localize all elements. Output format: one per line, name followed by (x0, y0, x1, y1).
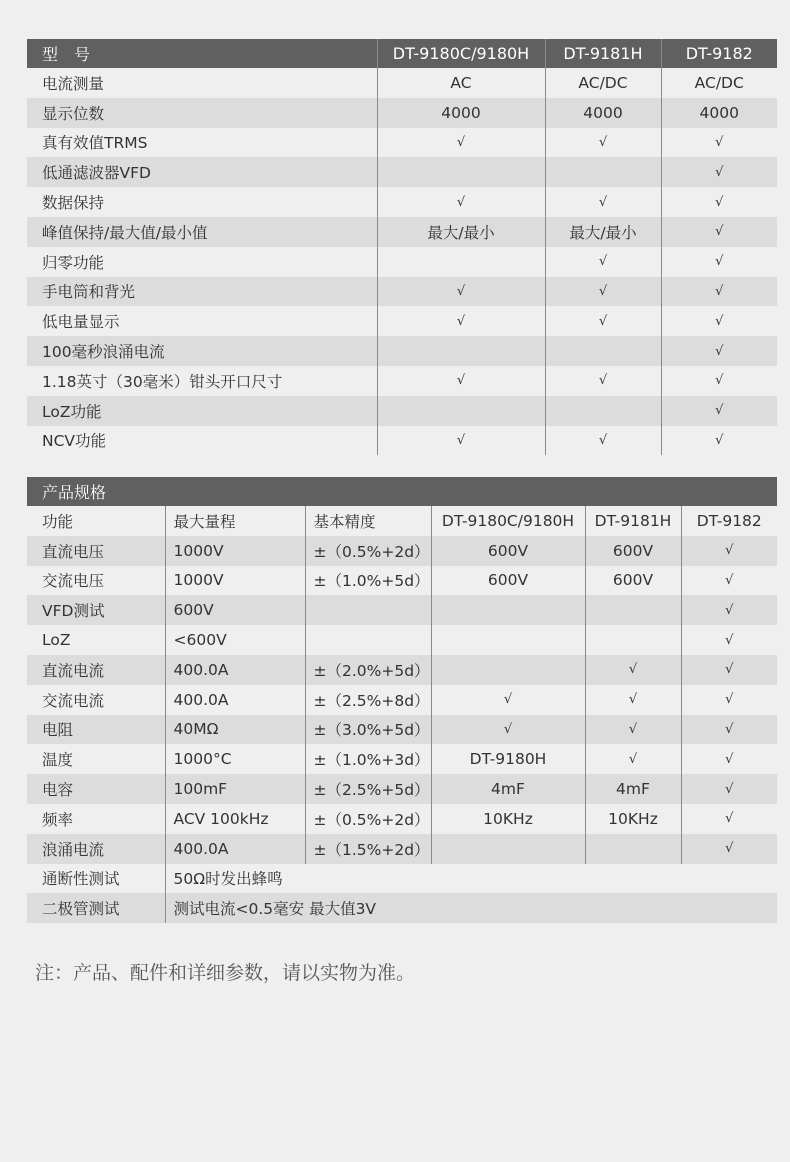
feature-value: √ (661, 128, 777, 158)
spec-value: 1000V (165, 566, 305, 596)
spec-value: 400.0A (165, 834, 305, 864)
feature-value: AC (377, 68, 545, 98)
spec-value: √ (681, 536, 777, 566)
feature-value: √ (661, 247, 777, 277)
table-row (27, 336, 777, 366)
feature-label: 100毫秒浪涌电流 (27, 336, 377, 366)
feature-value: √ (545, 277, 661, 307)
feature-value: √ (377, 277, 545, 307)
spec-value: ±（2.5%+5d） (305, 774, 431, 804)
feature-label: NCV功能 (27, 426, 377, 456)
table-row (27, 426, 777, 456)
table-row (27, 625, 777, 655)
table-row (27, 396, 777, 426)
feature-label: 数据保持 (27, 187, 377, 217)
spec-value: ±（1.0%+3d） (305, 744, 431, 774)
spec-value: √ (681, 715, 777, 745)
spec-value: 4mF (585, 774, 681, 804)
spec-value (305, 595, 431, 625)
column-header: 最大量程 (165, 506, 305, 536)
spec-value: √ (431, 685, 585, 715)
spec-value (305, 625, 431, 655)
feature-value: √ (661, 396, 777, 426)
table-row (27, 744, 777, 774)
feature-value (545, 336, 661, 366)
table-row (27, 804, 777, 834)
table-row (27, 864, 777, 894)
feature-label: 峰值保持/最大值/最小值 (27, 217, 377, 247)
table-row (27, 277, 777, 307)
table-row (27, 68, 777, 98)
spec-value: √ (585, 744, 681, 774)
feature-label: 低通滤波器VFD (27, 157, 377, 187)
spec-value: √ (681, 625, 777, 655)
spec-value: √ (585, 655, 681, 685)
model-name: DT-9181H (545, 39, 661, 68)
column-header: DT-9181H (585, 506, 681, 536)
spec-value: 600V (431, 566, 585, 596)
spec-value: ACV 100kHz (165, 804, 305, 834)
spec-value: 50Ω时发出蜂鸣 (165, 864, 777, 894)
table-row (27, 685, 777, 715)
spec-value: √ (681, 685, 777, 715)
model-name: DT-9180C/9180H (377, 39, 545, 68)
spec-value: ±（0.5%+2d） (305, 804, 431, 834)
feature-value: √ (661, 187, 777, 217)
feature-value: √ (545, 247, 661, 277)
section-title: 产品规格 (27, 477, 777, 506)
feature-value: √ (545, 426, 661, 456)
column-header: DT-9180C/9180H (431, 506, 585, 536)
table-row (27, 187, 777, 217)
table-row (27, 306, 777, 336)
model-comparison-table (27, 39, 777, 455)
feature-value: √ (377, 366, 545, 396)
spec-value: <600V (165, 625, 305, 655)
footnote: 注：产品、配件和详细参数，请以实物为准。 (35, 962, 416, 984)
spec-value: 600V (585, 566, 681, 596)
spec-value: 1000V (165, 536, 305, 566)
table-row (27, 834, 777, 864)
function-label: 频率 (27, 804, 165, 834)
spec-value: 600V (585, 536, 681, 566)
table-row (27, 715, 777, 745)
product-specification-table (27, 477, 777, 923)
feature-value: √ (545, 187, 661, 217)
spec-value: 600V (431, 536, 585, 566)
spec-value: √ (681, 774, 777, 804)
feature-value (377, 157, 545, 187)
spec-value (431, 595, 585, 625)
spec-value: 测试电流<0.5毫安 最大值3V (165, 893, 777, 923)
spec-value: ±（1.5%+2d） (305, 834, 431, 864)
function-label: 直流电流 (27, 655, 165, 685)
spec-value: ±（2.0%+5d） (305, 655, 431, 685)
spec-value: 4mF (431, 774, 585, 804)
spec-value: √ (681, 834, 777, 864)
spec-value: √ (681, 655, 777, 685)
function-label: 电阻 (27, 715, 165, 745)
feature-value: √ (377, 306, 545, 336)
feature-value (545, 157, 661, 187)
spec-value: √ (431, 715, 585, 745)
table-row (27, 157, 777, 187)
table-row (27, 98, 777, 128)
feature-value: √ (661, 157, 777, 187)
feature-label: 电流测量 (27, 68, 377, 98)
table-row (27, 217, 777, 247)
feature-label: 手电筒和背光 (27, 277, 377, 307)
spec-value: 600V (165, 595, 305, 625)
feature-value: 最大/最小 (377, 217, 545, 247)
spec-value: ±（1.0%+5d） (305, 566, 431, 596)
feature-value: AC/DC (545, 68, 661, 98)
feature-value: 4000 (377, 98, 545, 128)
spec-value: ±（2.5%+8d） (305, 685, 431, 715)
feature-value (377, 396, 545, 426)
feature-label: 低电量显示 (27, 306, 377, 336)
spec-value (431, 655, 585, 685)
spec-value: 40MΩ (165, 715, 305, 745)
feature-label: 真有效值TRMS (27, 128, 377, 158)
function-label: 浪涌电流 (27, 834, 165, 864)
spec-value: √ (681, 566, 777, 596)
column-header: 功能 (27, 506, 165, 536)
spec-value: ±（3.0%+5d） (305, 715, 431, 745)
table-row (27, 247, 777, 277)
table-row (27, 595, 777, 625)
table-row (27, 774, 777, 804)
feature-value (377, 336, 545, 366)
table-row (27, 128, 777, 158)
feature-value: √ (661, 277, 777, 307)
function-label: 通断性测试 (27, 864, 165, 894)
spec-value: 100mF (165, 774, 305, 804)
column-header: 基本精度 (305, 506, 431, 536)
table-row (27, 536, 777, 566)
function-label: VFD测试 (27, 595, 165, 625)
table-row (27, 655, 777, 685)
function-label: 直流电压 (27, 536, 165, 566)
spec-value: 1000°C (165, 744, 305, 774)
feature-value (545, 396, 661, 426)
model-label: 型 号 (27, 39, 377, 68)
spec-value (431, 834, 585, 864)
feature-value: √ (661, 306, 777, 336)
model-name: DT-9182 (661, 39, 777, 68)
feature-value: √ (377, 187, 545, 217)
feature-label: LoZ功能 (27, 396, 377, 426)
spec-value: 400.0A (165, 685, 305, 715)
spec-value: 400.0A (165, 655, 305, 685)
feature-value: √ (545, 306, 661, 336)
feature-value: √ (661, 217, 777, 247)
spec-value (431, 625, 585, 655)
section-title-row (27, 477, 777, 506)
function-label: 交流电压 (27, 566, 165, 596)
function-label: LoZ (27, 625, 165, 655)
spec-value (585, 834, 681, 864)
spec-value: ±（0.5%+2d） (305, 536, 431, 566)
table-header-row (27, 506, 777, 536)
feature-value: 4000 (545, 98, 661, 128)
feature-value: √ (661, 366, 777, 396)
spec-value: √ (585, 715, 681, 745)
feature-value: √ (377, 426, 545, 456)
feature-label: 归零功能 (27, 247, 377, 277)
table-row (27, 566, 777, 596)
feature-label: 显示位数 (27, 98, 377, 128)
function-label: 二极管测试 (27, 893, 165, 923)
spec-value: √ (585, 685, 681, 715)
spec-value: 10KHz (585, 804, 681, 834)
function-label: 电容 (27, 774, 165, 804)
table-row (27, 893, 777, 923)
feature-value: 4000 (661, 98, 777, 128)
spec-value: √ (681, 804, 777, 834)
column-header: DT-9182 (681, 506, 777, 536)
feature-value: √ (661, 336, 777, 366)
function-label: 交流电流 (27, 685, 165, 715)
table-header-row (27, 39, 777, 68)
feature-label: 1.18英寸（30毫米）钳头开口尺寸 (27, 366, 377, 396)
spec-value: DT-9180H (431, 744, 585, 774)
feature-value: √ (545, 366, 661, 396)
spec-value: √ (681, 595, 777, 625)
spec-value (585, 625, 681, 655)
feature-value: 最大/最小 (545, 217, 661, 247)
spec-value: √ (681, 744, 777, 774)
feature-value: √ (661, 426, 777, 456)
feature-value: √ (377, 128, 545, 158)
feature-value: AC/DC (661, 68, 777, 98)
spec-value: 10KHz (431, 804, 585, 834)
feature-value: √ (545, 128, 661, 158)
feature-value (377, 247, 545, 277)
spec-value (585, 595, 681, 625)
table-row (27, 366, 777, 396)
function-label: 温度 (27, 744, 165, 774)
